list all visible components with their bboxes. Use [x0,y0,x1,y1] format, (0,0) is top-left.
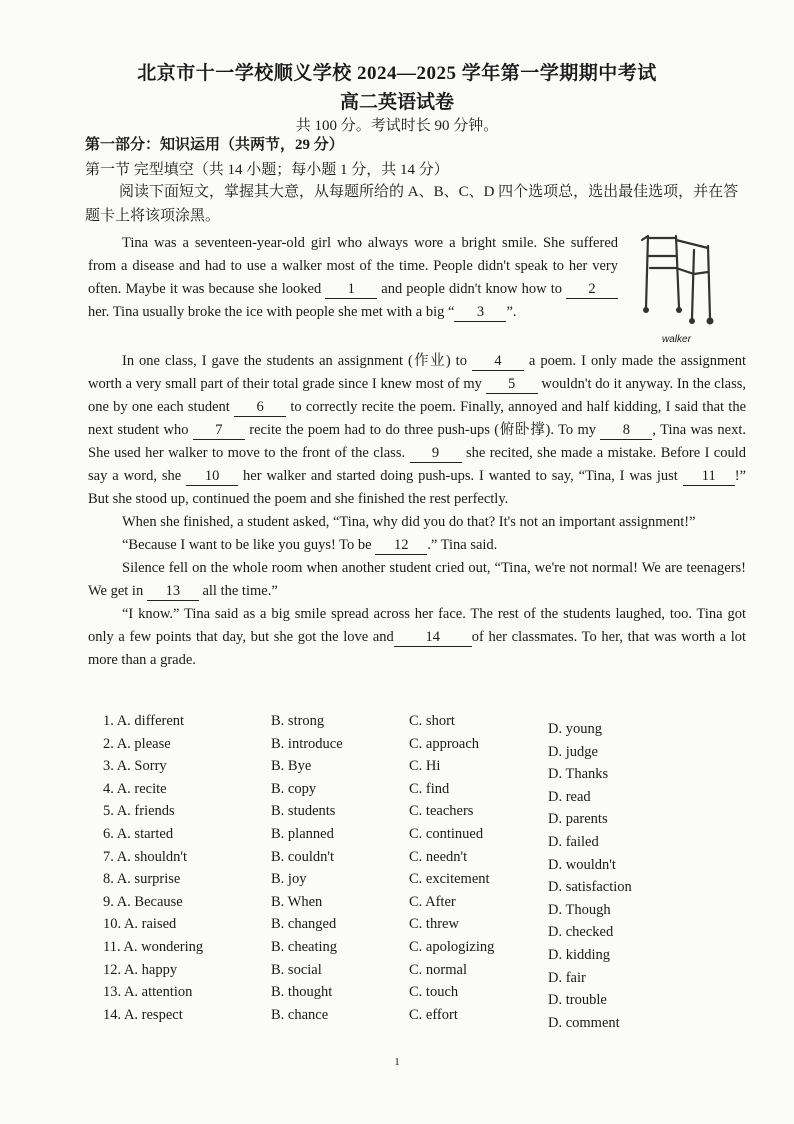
option-a[interactable]: 8. A. surprise [103,871,181,888]
option-d[interactable]: D. judge [548,743,598,760]
option-a[interactable]: 13. A. attention [103,984,193,1001]
option-c[interactable]: C. normal [409,961,467,978]
option-c[interactable]: C. effort [409,1006,458,1023]
option-c[interactable]: C. find [409,780,450,797]
option-row [103,849,743,872]
instructions: 阅读下面短文，掌握其大意，从每题所给的 A、B、C、D 四个选项总，选出最佳选项，并在答题卡上将该项涂黑。 [85,184,739,224]
blank-11[interactable]: 11 [683,467,735,486]
answer-options [103,713,743,1029]
blank-13[interactable]: 13 [147,582,199,601]
option-d[interactable]: D. Though [548,901,611,918]
passage-paragraph-1 [88,232,618,324]
option-b[interactable]: B. introduce [271,735,343,752]
option-b[interactable]: B. changed [271,916,337,933]
option-b[interactable]: B. students [271,803,336,820]
passage-paragraph-3: When she finished, a student asked, “Tina, why did you do that? It's not an important assignment!” [122,514,696,530]
option-c[interactable]: C. Hi [409,758,441,775]
option-row [103,803,743,826]
option-a[interactable]: 6. A. started [103,825,174,842]
option-b[interactable]: B. planned [271,825,334,842]
option-c[interactable]: C. short [409,713,455,729]
option-d[interactable]: D. kidding [548,946,611,963]
option-row [103,713,743,736]
option-a[interactable]: 3. A. Sorry [103,758,167,775]
option-b[interactable]: B. copy [271,780,317,797]
option-row [103,736,743,759]
passage-body [88,350,746,672]
option-c[interactable]: C. teachers [409,803,474,820]
walker-caption: walker [662,334,691,345]
blank-10[interactable]: 10 [186,467,238,486]
blank-8[interactable]: 8 [600,421,652,440]
option-row [103,758,743,781]
option-row [103,962,743,985]
option-c[interactable]: C. apologizing [409,938,495,955]
option-d[interactable]: D. comment [548,1014,620,1031]
option-b[interactable]: B. When [271,893,323,910]
option-c[interactable]: C. continued [409,825,484,842]
option-a[interactable]: 7. A. shouldn't [103,848,187,865]
option-c[interactable]: C. approach [409,735,480,752]
paragraph-text: Tina was a seventeen-year-old girl who always wore a bright smile. She suffered from a disease and had to use a walker most of the time. People didn't speak to her very often. Maybe it was because she looked 1 and people didn't know how to 2 her. Tina usually broke the ice with people she met with a big “ 3 ”. [88,235,618,320]
passage-paragraph-6: “I know.” Tina said as a big smile spread across her face. The rest of the students laughed, too. Tina got only a few points that day, but she got the love and 14 of her classmates. To her, that was worth a lot more than a grade. [88,606,747,668]
option-a[interactable]: 1. A. different [103,713,185,729]
section-heading: 第一节 完型填空（共 14 小题；每小题 1 分，共 14 分） [85,162,449,178]
option-c[interactable]: C. needn't [409,848,468,865]
option-d[interactable]: D. Thanks [548,766,609,783]
option-b[interactable]: B. joy [271,871,307,888]
option-a[interactable]: 10. A. raised [103,916,177,933]
page-number: 1 [394,1056,400,1068]
option-b[interactable]: B. cheating [271,938,338,955]
passage-paragraph-5: Silence fell on the whole room when another student cried out, “Tina, we're not normal! We are teenagers! We get in 13 all the time.” [88,560,746,599]
option-c[interactable]: C. excitement [409,871,490,888]
blank-2[interactable]: 2 [566,280,618,299]
blank-7[interactable]: 7 [193,421,245,440]
option-c[interactable]: C. After [409,893,456,910]
exam-title: 北京市十一学校顺义学校 2024—2025 学年第一学期期中考试 [137,63,657,84]
walker-icon [636,226,720,346]
blank-12[interactable]: 12 [375,536,427,555]
passage-paragraph-2: In one class, I gave the students an assignment (作业) to 4 a poem. I only made the assignment worth a very small part of their total grade since I knew most of my 5 wouldn't do it anyway. In the class, one by one each student 6 to correctly recite the poem. Finally, annoyed and half kidding, I said that the next student who 7 recite the poem had to do three push-ups (俯卧撑). To my 8 , Tina was next. She used her walker to move to the front of the class. 9 she recited, she made a mistake. Before I could say a word, she 10 her walker and started doing push-ups. I wanted to say, “Tina, I was just 11 !” But she stood up, continued the poem and she finished the rest perfectly. [88,353,747,507]
option-row [103,894,743,917]
part-heading: 第一部分：知识运用（共两节，29 分） [85,137,344,153]
option-d[interactable]: D. satisfaction [548,879,632,896]
option-d[interactable]: D. trouble [548,992,607,1009]
option-b[interactable]: B. Bye [271,758,312,775]
option-b[interactable]: B. couldn't [271,848,335,865]
option-d[interactable]: D. checked [548,924,614,941]
exam-note: 共 100 分。考试时长 90 分钟。 [295,118,499,134]
option-a[interactable]: 14. A. respect [103,1006,183,1023]
passage-paragraph-4: “Because I want to be like you guys! To be 12 .” Tina said. [122,537,498,553]
option-a[interactable]: 5. A. friends [103,803,175,820]
exam-subtitle: 高二英语试卷 [339,92,454,113]
option-a[interactable]: 9. A. Because [103,893,183,910]
option-b[interactable]: B. thought [271,984,333,1001]
option-d[interactable]: D. parents [548,811,608,828]
option-b[interactable]: B. chance [271,1006,329,1023]
option-row [103,781,743,804]
option-d[interactable]: D. wouldn't [548,856,616,873]
blank-14[interactable]: 14 [394,628,472,647]
blank-4[interactable]: 4 [472,352,524,371]
option-b[interactable]: B. social [271,961,322,978]
option-d[interactable]: D. fair [548,969,586,986]
option-a[interactable]: 2. A. please [103,735,171,752]
option-row [103,826,743,849]
blank-6[interactable]: 6 [234,398,286,417]
blank-5[interactable]: 5 [486,375,538,394]
option-c[interactable]: C. threw [409,916,459,933]
option-a[interactable]: 11. A. wondering [103,938,204,955]
option-c[interactable]: C. touch [409,984,459,1001]
option-row [103,871,743,894]
blank-9[interactable]: 9 [410,444,462,463]
option-row [103,939,743,962]
option-d[interactable]: D. read [548,788,591,805]
option-row [103,916,743,939]
option-d[interactable]: D. failed [548,833,599,850]
option-a[interactable]: 4. A. recite [103,780,167,797]
blank-3[interactable]: 3 [454,303,506,322]
option-row [103,984,743,1007]
blank-1[interactable]: 1 [325,280,377,299]
option-a[interactable]: 12. A. happy [103,961,178,978]
option-d[interactable]: D. young [548,721,602,737]
option-b[interactable]: B. strong [271,713,325,729]
option-row [103,1007,743,1030]
